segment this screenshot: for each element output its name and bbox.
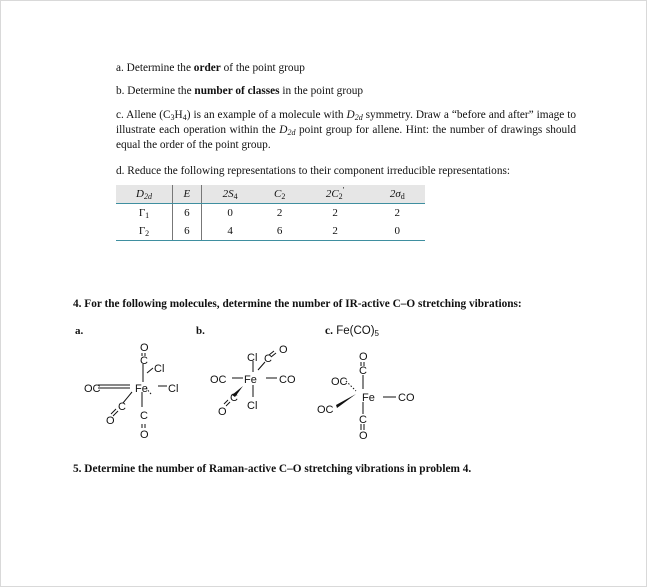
part-a: a. Determine the order of the point group bbox=[116, 62, 305, 74]
table-cell: 2 bbox=[301, 222, 370, 241]
atom-c: C bbox=[230, 392, 238, 404]
atom-fe: Fe bbox=[135, 383, 148, 395]
atom-cl: Cl bbox=[154, 363, 165, 375]
part-c: c. Allene $(C_3H_4)$ is an example of a molecule with $D_{2d}$ symmetry. Draw a “before and after” image to illustrate each operation within the $D_{2d}$ point group for allene. Hint: the number of drawings should equal the order of the point group. bbox=[116, 109, 576, 151]
table-row bbox=[116, 204, 425, 223]
atom-fe: Fe bbox=[362, 392, 375, 404]
molecule-a-label: a. bbox=[75, 325, 84, 337]
character-table bbox=[116, 185, 425, 241]
atom-o: O bbox=[218, 406, 227, 418]
molecule-b-label: b. bbox=[196, 325, 205, 337]
atom-o: O bbox=[359, 351, 368, 363]
atom-c: C bbox=[264, 353, 272, 365]
atom-o: O bbox=[279, 344, 288, 356]
atom-c: C bbox=[359, 365, 367, 377]
table-cell: 2 bbox=[276, 207, 283, 219]
atom-o: O bbox=[140, 429, 149, 441]
atom-o: O bbox=[106, 415, 115, 427]
table-cell: 6 bbox=[173, 222, 202, 241]
table-row bbox=[116, 222, 425, 241]
table-cell: 6 bbox=[259, 222, 301, 241]
table-cell: 4 bbox=[201, 222, 258, 241]
atom-o: O bbox=[359, 430, 368, 442]
atom-c: C bbox=[140, 410, 148, 422]
atom-oc: OC bbox=[84, 383, 101, 395]
rep-label: $\Gamma_2$ bbox=[116, 222, 173, 241]
part-b: b. Determine the number of classes in the point group bbox=[116, 85, 364, 97]
op-header: $2S_4$ bbox=[201, 185, 258, 204]
atom-oc: OC bbox=[331, 376, 348, 388]
op-header: $C_2$ bbox=[259, 185, 301, 204]
atom-c: C bbox=[140, 355, 148, 367]
part-d: d. Reduce the following representations to their component irreducible representations: bbox=[116, 165, 511, 177]
character-table-header bbox=[116, 185, 425, 204]
molecule-c-label: c. $Fe(CO)_5$ bbox=[325, 325, 379, 338]
atom-c: C bbox=[118, 401, 126, 413]
atom-cl: Cl bbox=[247, 352, 258, 364]
atom-fe: Fe bbox=[244, 374, 257, 386]
atom-co: CO bbox=[279, 374, 296, 386]
question-4: 4. For the following molecules, determine the number of IR-active C–O stretching vibrations: bbox=[73, 298, 522, 310]
table-cell: 0 bbox=[370, 222, 425, 241]
table-cell: 2 bbox=[332, 207, 338, 219]
question-5: 5. Determine the number of Raman-active C–O stretching vibrations in problem 4. bbox=[73, 463, 472, 475]
atom-co: CO bbox=[398, 392, 415, 404]
rep-label: $\Gamma_1$ bbox=[116, 204, 173, 223]
atom-cl: Cl bbox=[168, 383, 179, 395]
op-header: E bbox=[173, 185, 202, 204]
op-header: $2\sigma_d$ bbox=[370, 185, 425, 204]
atom-o: O bbox=[140, 342, 149, 354]
op-header: $2C_2'$ bbox=[301, 185, 370, 204]
atom-oc: OC bbox=[317, 404, 334, 416]
table-cell: 2 bbox=[394, 207, 401, 219]
atom-oc: OC bbox=[210, 374, 227, 386]
molecule-structures bbox=[0, 330, 647, 455]
point-group-cell: $D_{2d}$ bbox=[116, 185, 173, 204]
atom-cl: Cl bbox=[247, 400, 258, 412]
table-cell: 6 bbox=[173, 204, 202, 223]
table-cell: 0 bbox=[227, 207, 233, 219]
atom-c: C bbox=[359, 414, 367, 426]
